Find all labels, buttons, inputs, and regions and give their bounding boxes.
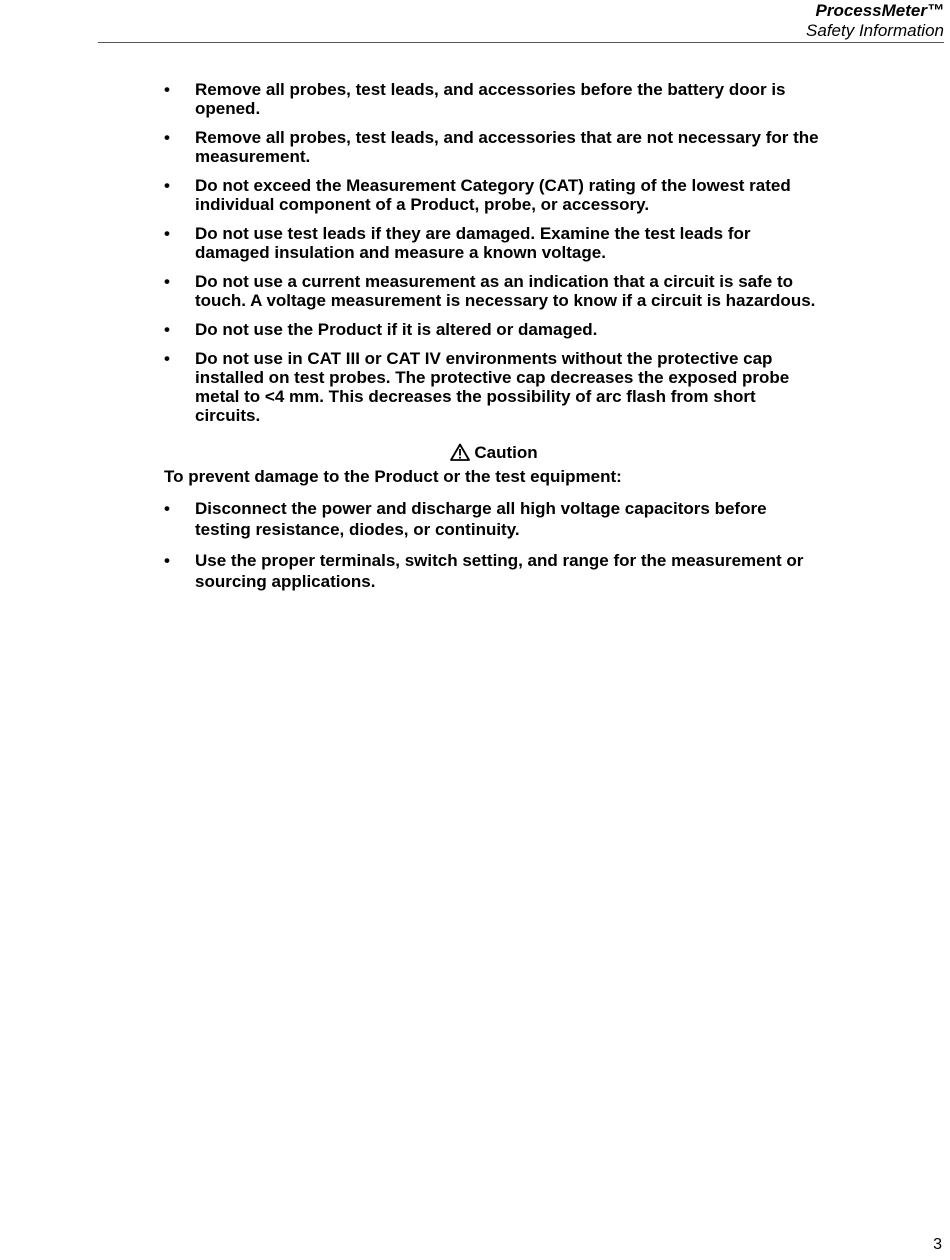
bullet: • xyxy=(164,224,170,243)
warning-list xyxy=(164,80,824,425)
bullet: • xyxy=(164,80,170,99)
list-item-text: Remove all probes, test leads, and accessories before the battery door is opened. xyxy=(195,80,786,118)
caution-heading xyxy=(164,442,824,464)
list-item xyxy=(164,320,824,339)
bullet: • xyxy=(164,320,170,339)
bullet: • xyxy=(164,176,170,195)
list-item xyxy=(164,550,824,592)
header-subtitle: Safety Information xyxy=(806,21,944,40)
list-item-text: Disconnect the power and discharge all high voltage capacitors before testing resistance, diodes, or continuity. xyxy=(195,499,767,539)
warning-triangle-icon xyxy=(450,443,470,461)
list-item xyxy=(164,176,824,214)
list-item xyxy=(164,272,824,310)
page-number: 3 xyxy=(933,1236,942,1253)
bullet: • xyxy=(164,499,170,518)
bullet: • xyxy=(164,551,170,570)
page-content xyxy=(164,80,824,602)
bullet: • xyxy=(164,128,170,147)
list-item-text: Do not use the Product if it is altered or damaged. xyxy=(195,320,598,339)
list-item-text: Use the proper terminals, switch setting, and range for the measurement or sourcing applications. xyxy=(195,551,804,591)
header-title: ProcessMeter™ xyxy=(815,1,944,20)
list-item xyxy=(164,498,824,540)
bullet: • xyxy=(164,272,170,291)
bullet: • xyxy=(164,349,170,368)
page-header xyxy=(98,0,944,43)
caution-list xyxy=(164,498,824,592)
list-item xyxy=(164,224,824,262)
list-item-text: Do not use in CAT III or CAT IV environments without the protective cap installed on test probes. The protective cap decreases the exposed probe metal to <4 mm. This decreases the possibility of arc flash from short circuits. xyxy=(195,349,790,425)
list-item-text: Do not exceed the Measurement Category (CAT) rating of the lowest rated individual component of a Product, probe, or accessory. xyxy=(195,176,791,214)
list-item-text: Do not use a current measurement as an indication that a circuit is safe to touch. A voltage measurement is necessary to know if a circuit is hazardous. xyxy=(195,272,816,310)
list-item xyxy=(164,349,824,425)
list-item-text: Do not use test leads if they are damaged. Examine the test leads for damaged insulation and measure a known voltage. xyxy=(195,224,751,262)
list-item xyxy=(164,80,824,118)
caution-intro: To prevent damage to the Product or the test equipment: xyxy=(164,467,622,486)
list-item-text: Remove all probes, test leads, and accessories that are not necessary for the measurement. xyxy=(195,128,819,166)
list-item xyxy=(164,128,824,166)
caution-label: Caution xyxy=(474,443,538,462)
